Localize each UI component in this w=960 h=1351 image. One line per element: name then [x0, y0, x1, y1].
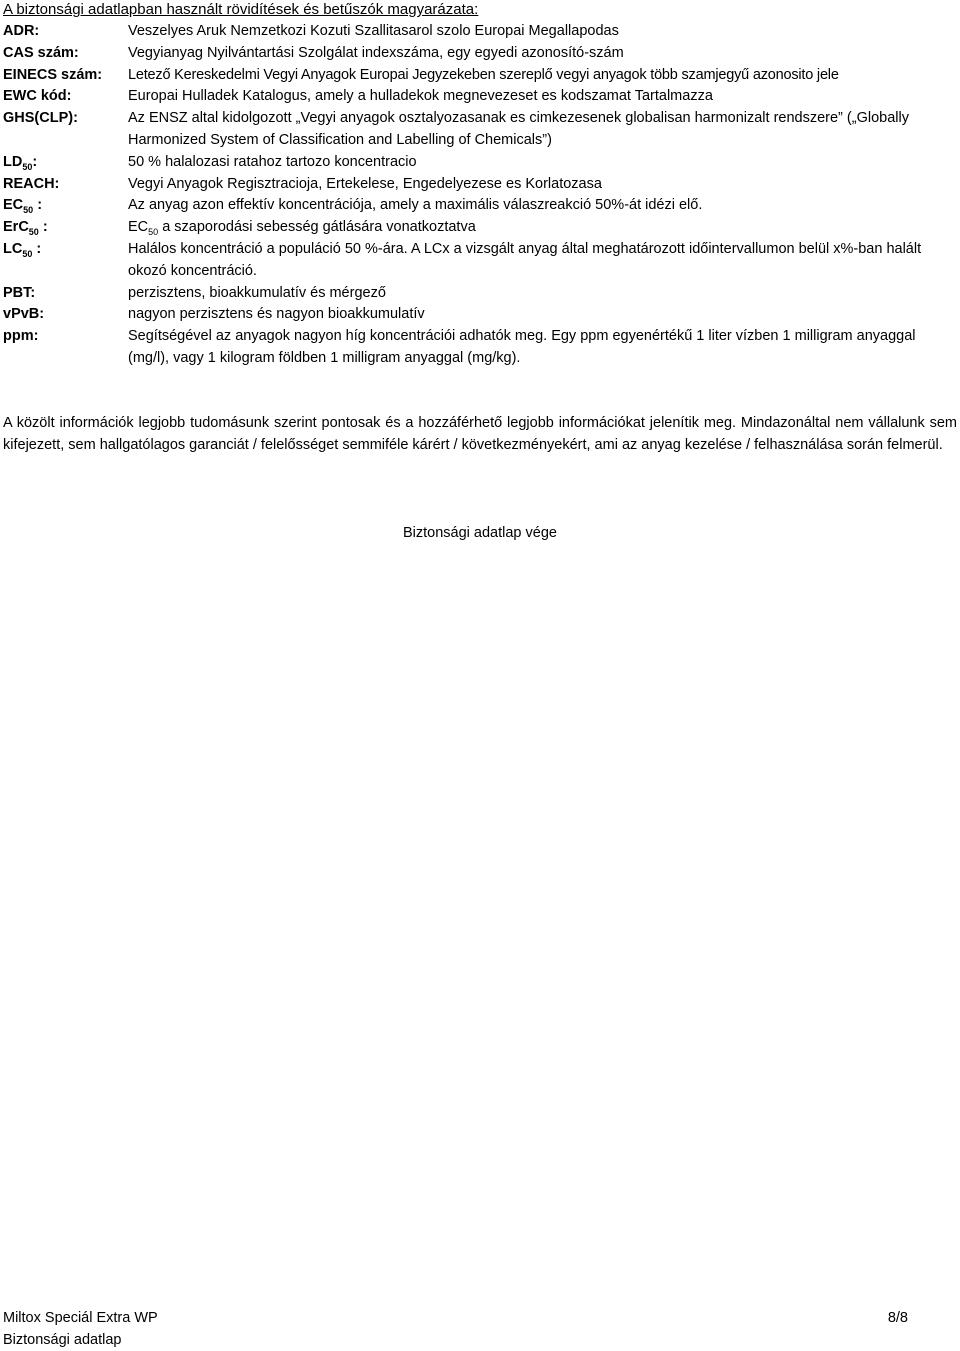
term-main: LC — [3, 240, 23, 257]
abbreviation-row — [3, 86, 943, 108]
abbreviation-row — [3, 65, 943, 87]
abbreviation-term: vPvB: — [3, 306, 45, 323]
abbreviation-term: GHS(CLP): — [3, 110, 78, 127]
abbreviation-row — [3, 43, 943, 65]
abbreviation-definition: Az anyag azon effektív koncentrációja, amely a maximális válaszreakció 50%-át idézi elő. — [128, 197, 703, 214]
section-heading: A biztonsági adatlapban használt rövidítések és betűszók magyarázata: — [3, 1, 479, 18]
abbreviation-row — [3, 108, 943, 152]
abbreviation-term — [3, 217, 128, 239]
abbreviation-term: PBT: — [3, 284, 36, 301]
abbreviation-term: ppm: — [3, 328, 39, 345]
term-suffix: : — [32, 240, 42, 257]
abbreviation-definition: 50 % halalozasi ratahoz tartozo koncentracio — [128, 153, 417, 170]
footer-document-type: Biztonsági adatlap — [3, 1332, 122, 1348]
abbreviation-definition — [128, 217, 943, 239]
abbreviation-row — [3, 152, 943, 174]
abbreviation-term: REACH: — [3, 175, 60, 192]
abbreviation-term — [3, 239, 128, 283]
footer-product-name: Miltox Speciál Extra WP — [3, 1310, 158, 1326]
abbreviation-definition: Vegyi Anyagok Regisztracioja, Ertekelese, Engedelyezese es Korlatozasa — [128, 175, 602, 192]
definition-main: EC — [128, 219, 149, 236]
abbreviation-term: EINECS szám: — [3, 66, 103, 83]
footer — [3, 1307, 158, 1351]
abbreviation-term — [3, 152, 128, 174]
term-subscript: 50 — [28, 227, 39, 238]
abbreviation-definition: Europai Hulladek Katalogus, amely a hulladekok megnevezeset es kodszamat Tartalmazza — [128, 88, 713, 105]
abbreviation-row — [3, 21, 943, 43]
abbreviation-row — [3, 217, 943, 239]
disclaimer-paragraph: A közölt információk legjobb tudomásunk szerint pontosak és a hozzáférhető legjobb információkat jelenítik meg. Mindazonáltal nem vállalunk sem kifejezett, sem hallgatólagos garanciát / felelősséget semmiféle kárért / következményekért, ami az anyag kezelése / felhasználása során felmerül. — [3, 415, 957, 453]
abbreviation-term: EWC kód: — [3, 88, 72, 105]
abbreviation-row — [3, 174, 943, 196]
abbreviation-list — [3, 21, 943, 370]
abbreviation-row — [3, 195, 943, 217]
term-subscript: 50 — [22, 161, 33, 172]
term-main: ErC — [3, 219, 29, 236]
term-subscript: 50 — [23, 205, 34, 216]
abbreviation-row — [3, 283, 943, 305]
term-suffix: : — [32, 153, 38, 170]
definition-rest: a szaporodási sebesség gátlására vonatkoztatva — [158, 219, 476, 236]
abbreviation-row — [3, 304, 943, 326]
term-suffix: : — [38, 219, 48, 236]
abbreviation-definition: Letező Kereskedelmi Vegyi Anyagok Europai Jegyzekeben szereplő vegyi anyagok több szamjegyű azonosito jele — [128, 66, 839, 83]
abbreviation-row — [3, 326, 943, 370]
abbreviation-row — [3, 239, 943, 283]
abbreviation-definition: Halálos koncentráció a populáció 50 %-ára. A LCx a vizsgált anyag által meghatározott időintervallumon belül x%-ban halált okozó koncentráció. — [128, 240, 922, 279]
abbreviation-definition: perzisztens, bioakkumulatív és mérgező — [128, 284, 386, 301]
abbreviation-definition: Veszelyes Aruk Nemzetkozi Kozuti Szallitasarol szolo Europai Megallapodas — [128, 23, 619, 39]
abbreviation-term: ADR: — [3, 23, 40, 39]
definition-subscript: 50 — [148, 227, 159, 238]
term-main: EC — [3, 197, 24, 214]
page-number: 8/8 — [887, 1310, 908, 1326]
abbreviation-definition: Segítségével az anyagok nagyon híg koncentrációi adhatók meg. Egy ppm egyenértékű 1 liter vízben 1 milligram anyaggal (mg/l), vagy 1 kilogram földben 1 milligram anyaggal (mg/kg). — [128, 328, 916, 366]
abbreviation-term: CAS szám: — [3, 44, 79, 61]
abbreviation-definition: Az ENSZ altal kidolgozott „Vegyi anyagok osztalyozasanak es cimkezesenek globalisan harmonizalt rendszere” („Globally Harmonized System of Classification and Labelling of Chemicals”) — [128, 110, 909, 148]
abbreviation-definition: Vegyianyag Nyilvántartási Szolgálat indexszáma, egy egyedi azonosító-szám — [128, 44, 624, 61]
term-main: LD — [3, 153, 23, 170]
abbreviation-definition: nagyon perzisztens és nagyon bioakkumulatív — [128, 306, 425, 323]
term-suffix: : — [33, 197, 43, 214]
end-note: Biztonsági adatlap vége — [403, 525, 557, 541]
abbreviation-term — [3, 195, 128, 217]
term-subscript: 50 — [22, 248, 33, 259]
